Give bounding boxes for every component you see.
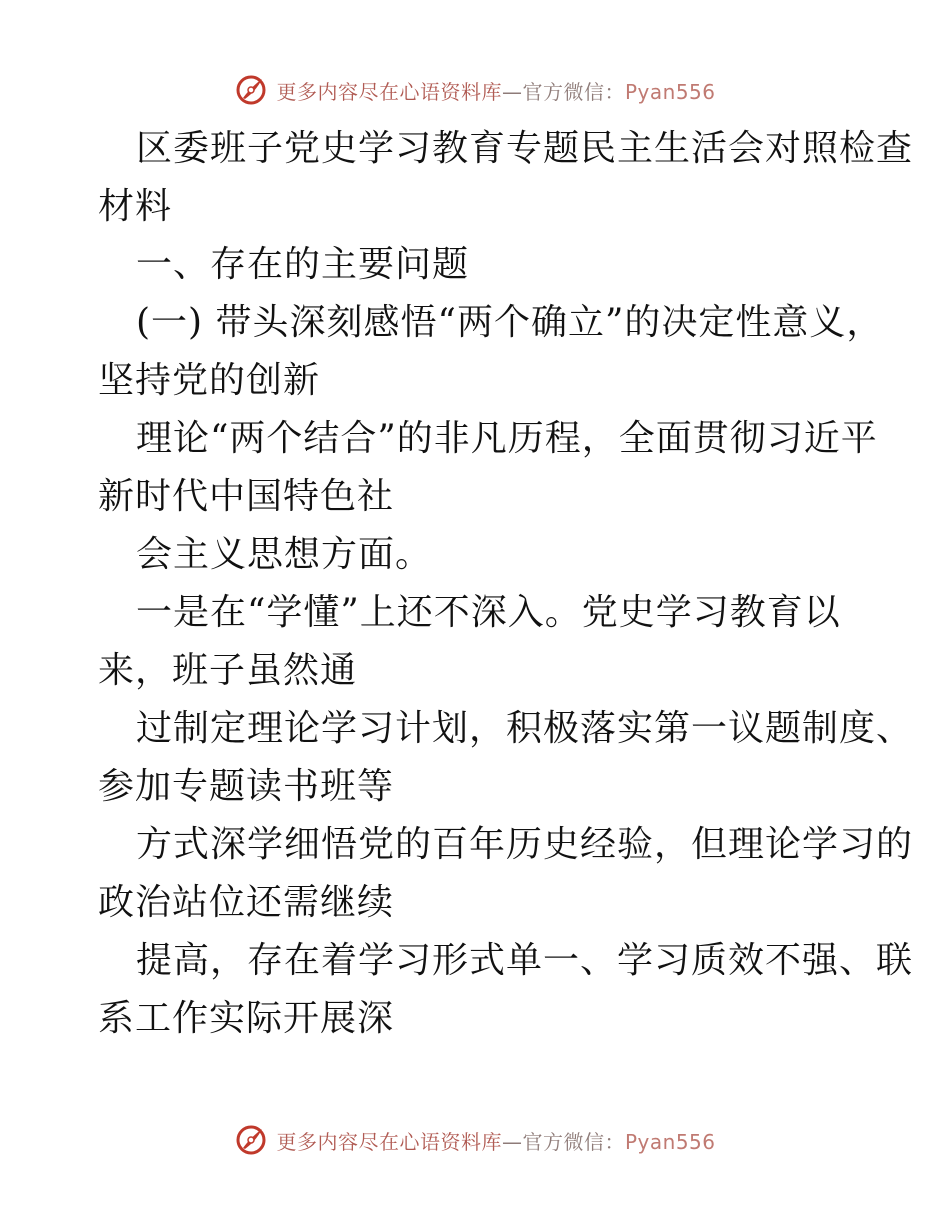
paragraph-line: 一是在“学懂”上还不深入。党史学习教育以: [136, 592, 841, 633]
paragraph-line: 理论“两个结合”的非凡历程，全面贯彻习近平: [136, 418, 878, 459]
red-feather-circle-icon: [234, 73, 268, 107]
subsection-heading-line-2: 坚持党的创新: [98, 360, 321, 401]
watermark-wechat-id: Pyan556: [624, 79, 716, 104]
document-body: [98, 120, 914, 1048]
subsection-heading-line-1: (一) 带头深刻感悟“两个确立”的决定性意义，: [136, 302, 884, 343]
paragraph-line: 方式深学细悟党的百年历史经验，但理论学习的: [136, 824, 914, 865]
watermark-wechat-id: Pyan556: [624, 1129, 716, 1154]
watermark-brand: 更多内容尽在心语资料库: [276, 79, 502, 104]
section-heading: 一、存在的主要问题: [136, 244, 470, 285]
watermark-text: [276, 76, 715, 105]
watermark-brand: 更多内容尽在心语资料库: [276, 1129, 502, 1154]
paragraph-line: 会主义思想方面。: [136, 534, 433, 575]
page-header-watermark: [0, 70, 950, 110]
paragraph-line: 系工作实际开展深: [98, 998, 395, 1039]
watermark-channel: 官方微信：: [522, 1129, 625, 1154]
paragraph-line: 来，班子虽然通: [98, 650, 358, 691]
watermark-channel: 官方微信：: [522, 79, 625, 104]
page-footer-watermark: [0, 1120, 950, 1160]
paragraph-line: 参加专题读书班等: [98, 766, 395, 807]
paragraph-line: 政治站位还需继续: [98, 882, 395, 923]
paragraph-line: 过制定理论学习计划，积极落实第一议题制度、: [136, 708, 914, 749]
paragraph-line: 新时代中国特色社: [98, 476, 395, 517]
watermark-separator: —: [501, 79, 523, 104]
paragraph-line: 提高，存在着学习形式单一、学习质效不强、联: [136, 940, 914, 981]
watermark-text: [276, 1126, 715, 1155]
watermark-separator: —: [501, 1129, 523, 1154]
document-title-line-1: 区委班子党史学习教育专题民主生活会对照检查: [136, 128, 914, 169]
document-title-line-2: 材料: [98, 186, 173, 227]
red-feather-circle-icon: [234, 1123, 268, 1157]
